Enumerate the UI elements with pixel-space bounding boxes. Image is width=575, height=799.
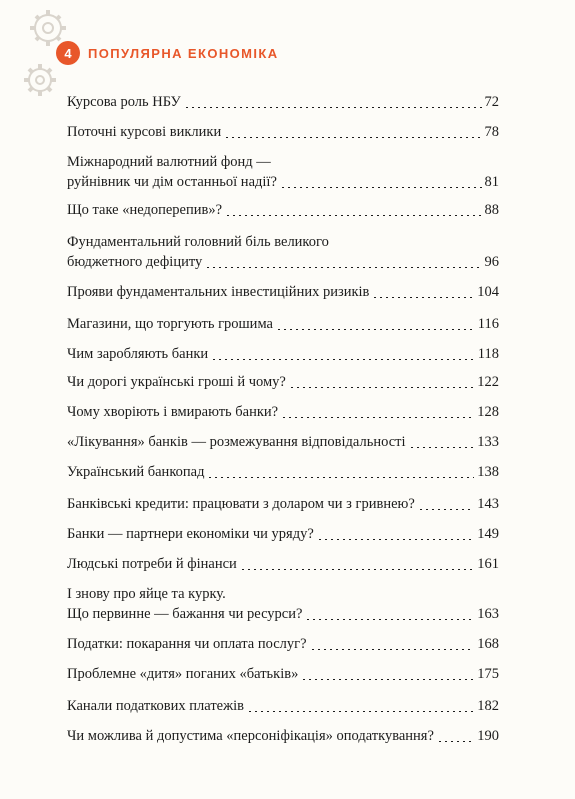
toc-page-number: 190	[477, 728, 499, 744]
toc-entry[interactable]	[67, 344, 499, 364]
toc-entry[interactable]	[67, 524, 499, 544]
toc-page-number: 175	[477, 666, 499, 682]
toc-entry-title: Банківські кредити: працювати з доларом чи з гривнею?	[67, 496, 415, 512]
toc-page-number: 163	[477, 606, 499, 622]
toc-page-number: 149	[477, 526, 499, 542]
toc-entry[interactable]	[67, 554, 499, 574]
dot-leader	[289, 387, 474, 388]
dot-leader	[305, 619, 474, 620]
toc-page-number: 72	[484, 94, 499, 110]
toc-entry-title: Український банкопад	[67, 464, 205, 480]
toc-entry[interactable]	[67, 282, 499, 302]
toc-page-number: 96	[484, 254, 499, 270]
toc-page-number: 133	[477, 434, 499, 450]
dot-leader	[205, 267, 481, 268]
dot-leader	[301, 679, 474, 680]
toc-page-number: 116	[477, 316, 499, 332]
dot-leader	[224, 137, 481, 138]
toc-entry[interactable]	[67, 200, 499, 220]
dot-leader	[211, 359, 475, 360]
toc-page-number: 161	[477, 556, 499, 572]
toc-page-number: 81	[484, 174, 499, 190]
toc-entry-title: Магазини, що торгують грошима	[67, 316, 273, 332]
toc-entry-title: Проблемне «дитя» поганих «батьків»	[67, 666, 299, 682]
toc-entry[interactable]	[67, 314, 499, 334]
toc-page-number: 182	[477, 698, 499, 714]
toc-entry-title: Чи можлива й допустима «персоніфікація» оподаткування?	[67, 728, 434, 744]
toc-entry[interactable]	[67, 696, 499, 716]
toc-entry-title: Фундаментальний головний біль великого	[67, 234, 329, 250]
dot-leader	[184, 107, 482, 108]
toc-page-number: 128	[477, 404, 499, 420]
toc-entry[interactable]	[67, 634, 499, 654]
dot-leader	[240, 569, 474, 570]
dot-leader	[280, 187, 482, 188]
page-number-badge: 4	[56, 41, 80, 65]
toc-entry-title: Людські потреби й фінанси	[67, 556, 237, 572]
toc-page-number: 168	[477, 636, 499, 652]
toc-entry-title: Банки — партнери економіки чи уряду?	[67, 526, 314, 542]
toc-entry[interactable]	[67, 432, 499, 452]
dot-leader	[317, 539, 474, 540]
dot-leader	[247, 711, 474, 712]
toc-entry[interactable]	[67, 664, 499, 684]
toc-entry-title: «Лікування» банків — розмежування відповідальності	[67, 434, 406, 450]
dot-leader	[372, 297, 474, 298]
toc-entry-title: Чому хворіють і вмирають банки?	[67, 404, 279, 420]
running-title: ПОПУЛЯРНА ЕКОНОМІКА	[88, 45, 279, 61]
toc-page-number: 88	[484, 202, 499, 218]
toc-entry[interactable]	[67, 402, 499, 422]
toc-entry[interactable]	[67, 122, 499, 142]
dot-leader	[409, 447, 475, 448]
toc-entry-title: Прояви фундаментальних інвестиційних ризиків	[67, 284, 370, 300]
toc-entry-title: Що первинне — бажання чи ресурси?	[67, 606, 303, 622]
dot-leader	[281, 417, 474, 418]
toc-page-number: 78	[484, 124, 499, 140]
toc-entry[interactable]	[67, 92, 499, 112]
toc-page-number: 104	[477, 284, 499, 300]
dot-leader	[207, 477, 474, 478]
toc-entry-title: Що таке «недоперепив»?	[67, 202, 223, 218]
toc-page-number: 138	[477, 464, 499, 480]
toc-page-number: 143	[477, 496, 499, 512]
toc-entry-title: Канали податкових платежів	[67, 698, 244, 714]
toc-entry-title: бюджетного дефіциту	[67, 254, 203, 270]
toc-page-number: 122	[477, 374, 499, 390]
toc-entry-title: Курсова роль НБУ	[67, 94, 181, 110]
dot-leader	[418, 509, 474, 510]
toc-page-number: 118	[477, 346, 499, 362]
toc-entry-title: Податки: покарання чи оплата послуг?	[67, 636, 307, 652]
toc-entry-title: І знову про яйце та курку.	[67, 586, 226, 602]
toc-entry[interactable]	[67, 152, 499, 192]
dot-leader	[437, 741, 474, 742]
toc-entry[interactable]	[67, 494, 499, 514]
dot-leader	[225, 215, 481, 216]
dot-leader	[276, 329, 475, 330]
running-header	[56, 40, 279, 66]
toc-entry-title: Поточні курсові виклики	[67, 124, 222, 140]
toc-entry[interactable]	[67, 232, 499, 272]
toc-entry[interactable]	[67, 584, 499, 624]
toc-entry-title: Міжнародний валютний фонд —	[67, 154, 271, 170]
dot-leader	[310, 649, 475, 650]
toc-entry[interactable]	[67, 372, 499, 392]
toc-entry-title: руйнівник чи дім останньої надії?	[67, 174, 277, 190]
toc-entry[interactable]	[67, 726, 499, 746]
toc-entry[interactable]	[67, 462, 499, 482]
toc-entry-title: Чим заробляють банки	[67, 346, 209, 362]
toc-entry-title: Чи дорогі українські гроші й чому?	[67, 374, 286, 390]
